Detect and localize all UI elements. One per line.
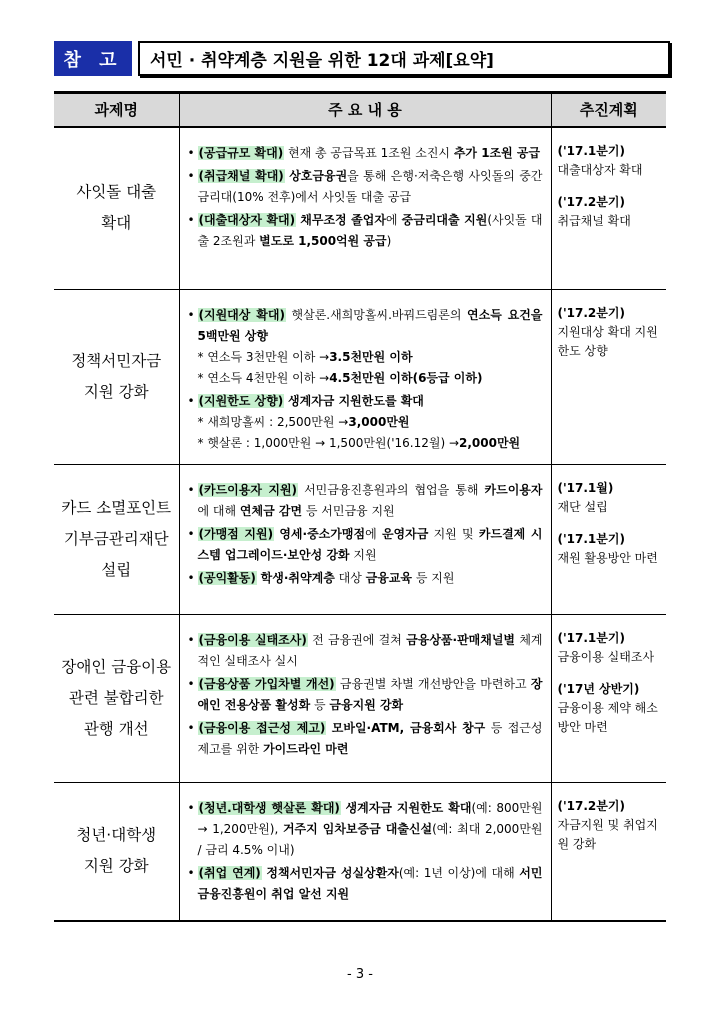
plan-text: 금융이용 실태조사 — [557, 650, 655, 664]
sub-item: * 연소득 4천만원 이하 → 4.5천만원 이하(6등급 이하) — [198, 368, 543, 389]
table-row — [54, 127, 666, 290]
content-item-text: (금융상품 가입차별 개선) 금융권별 차별 개선방안을 마련하고 장애인 전용상품 활성화 등 금융지원 강화 — [197, 677, 543, 712]
plan-text: 재단 설립 — [557, 500, 608, 514]
bold-text: 영세·중소가맹점 — [279, 527, 366, 541]
task-name-line: 지원 강화 — [83, 857, 149, 876]
content-item — [188, 863, 543, 905]
bullet-icon: • — [187, 633, 195, 647]
content-item — [188, 674, 543, 716]
bold-text: 채무조정 졸업자 — [300, 212, 386, 227]
plan-text: 지원대상 확대 지원한도 상향 — [557, 325, 658, 358]
table-row — [54, 465, 666, 615]
task-name-line: 확대 — [101, 214, 132, 233]
bold-text: 생계자금 지원한도를 확대 — [288, 394, 424, 408]
plan-date: ('17년 상반기) — [557, 682, 640, 696]
content-item — [188, 305, 543, 389]
content-item — [188, 391, 543, 454]
content-item-text: (카드이용자 지원) 서민금융진흥원과의 협업을 통해 카드이용자에 대해 연체금 감면 등 서민금융 지원 — [197, 483, 543, 518]
task-plan — [551, 615, 666, 783]
plan-entry — [558, 680, 663, 737]
bullet-icon: • — [187, 145, 195, 160]
content-item — [188, 524, 543, 566]
bullet-icon: • — [187, 571, 195, 585]
table-row — [54, 783, 666, 921]
highlight-tag: (금융이용 접근성 제고) — [198, 721, 326, 735]
plan-text: 자금지원 및 취업지원 강화 — [557, 818, 658, 851]
bold-text: 학생·취약계층 — [260, 571, 335, 585]
task-name — [54, 465, 179, 615]
sub-item: * 연소득 3천만원 이하 → 3.5천만원 이하 — [198, 347, 543, 368]
highlight-tag: (청년.대학생 햇살론 확대) — [198, 801, 340, 815]
bullet-icon: • — [187, 308, 195, 322]
bold-text: 연소득 요건을 5백만원 상향 — [197, 308, 543, 343]
task-content — [179, 465, 551, 615]
bold-text: 금융교육 — [365, 571, 412, 585]
bold-text: 3.5천만원 이하 — [329, 350, 413, 364]
bullet-icon: • — [187, 721, 195, 735]
table-header-row — [54, 93, 666, 127]
highlight-tag: (지원대상 확대) — [198, 308, 285, 322]
bold-text: 4.5천만원 이하(6등급 이하) — [329, 371, 483, 385]
task-content — [179, 290, 551, 465]
content-item-text: (금융이용 접근성 제고) 모바일·ATM, 금융회사 창구 등 접근성 제고를 위한 가이드라인 마련 — [197, 721, 543, 756]
highlight-tag: (대출대상자 확대) — [198, 212, 296, 227]
column-header-plan: 추진계획 — [551, 93, 666, 127]
bold-text: 카드결제 시스템 업그레이드·보안성 강화 — [197, 527, 543, 562]
task-name-line: 정책서민자금 — [71, 352, 162, 370]
bold-text: 장애인 전용상품 활성화 — [197, 677, 543, 712]
highlight-tag: (취업 연계) — [198, 866, 261, 880]
task-name-line: 관련 불합리한 — [68, 689, 164, 707]
plan-text: 대출대상자 확대 — [557, 162, 643, 177]
bullet-icon: • — [187, 527, 195, 541]
plan-date: ('17.1분기) — [557, 532, 625, 546]
highlight-tag: (카드이용자 지원) — [198, 483, 298, 497]
bullet-icon: • — [187, 866, 195, 880]
highlight-tag: (가맹점 지원) — [198, 527, 274, 541]
bold-text: 정책서민자금 성실상환자 — [266, 866, 399, 880]
content-item — [188, 480, 543, 522]
task-name — [54, 290, 179, 465]
task-content — [179, 783, 551, 921]
bold-text: 생계자금 지원한도 확대 — [345, 801, 472, 815]
bold-text: 상호금융권 — [289, 168, 348, 183]
plan-date: ('17.1분기) — [557, 631, 625, 645]
bullet-icon: • — [187, 394, 195, 408]
task-name — [54, 127, 179, 290]
column-header-task: 과제명 — [54, 93, 179, 127]
plan-entry — [558, 479, 663, 517]
plan-text: 취급채널 확대 — [557, 213, 631, 228]
task-content — [179, 615, 551, 783]
content-item — [188, 568, 543, 589]
content-item — [188, 210, 543, 252]
highlight-tag: (지원한도 상향) — [198, 394, 284, 408]
content-item-text: (금융이용 실태조사) 전 금융권에 걸쳐 금융상품·판매채널별 체계적인 실태조사 실시 — [197, 633, 543, 668]
plan-text: 금융이용 제약 해소방안 마련 — [557, 701, 658, 734]
content-item-text: (공익활동) 학생·취약계층 대상 금융교육 등 지원 — [198, 571, 455, 585]
task-name-line: 카드 소멸포인트 — [61, 499, 172, 517]
task-plan — [551, 290, 666, 465]
plan-date: ('17.1분기) — [557, 143, 625, 158]
bold-text: 운영자금 — [381, 527, 429, 541]
content-item — [188, 143, 543, 164]
bold-text: 서민금융진흥원이 취업 알선 지원 — [197, 866, 543, 901]
bold-text: 금융지원 강화 — [329, 698, 404, 712]
table-body — [54, 127, 666, 921]
task-name-line: 기부금관리재단 — [63, 530, 169, 548]
bold-text: 가이드라인 마련 — [263, 742, 349, 756]
plan-date: ('17.2분기) — [557, 306, 625, 320]
content-item-text: (공급규모 확대) 현재 총 공급목표 1조원 소진시 추가 1조원 공급 — [198, 145, 541, 160]
section-title: 서민 · 취약계층 지원을 위한 12대 과제[요약] — [138, 41, 670, 76]
reference-badge: 참 고 — [54, 41, 132, 76]
content-item — [188, 630, 543, 672]
plan-date: ('17.1월) — [557, 481, 614, 495]
content-item-text: (가맹점 지원) 영세·중소가맹점에 운영자금 지원 및 카드결제 시스템 업그레이드·보안성 강화 지원 — [197, 527, 543, 562]
task-content — [179, 127, 551, 290]
plan-date: ('17.2분기) — [557, 799, 625, 813]
task-name-line: 지원 강화 — [83, 383, 149, 401]
bold-text: 카드이용자 — [484, 483, 543, 497]
sub-item: * 햇살론 : 1,000만원 → 1,500만원('16.12월) → 2,000만원 — [198, 433, 543, 454]
plan-entry — [558, 629, 663, 667]
bold-text: 2,000만원 — [459, 436, 521, 450]
plan-entry — [558, 304, 663, 361]
bold-text: 추가 1조원 공급 — [453, 145, 541, 160]
content-item-text: (지원대상 확대) 햇살론.새희망홀씨.바꿔드림론의 연소득 요건을 5백만원 상향 * 연소득 3천만원 이하 → 3.5천만원 이하 * 연소득 4천만원 이하 → 4.5천만원 이하(6등급 이하) — [198, 305, 543, 389]
bold-text: 3,000만원 — [348, 415, 410, 429]
bold-text: 연체금 감면 — [239, 504, 303, 518]
bold-text: 별도로 1,500억원 공급 — [259, 233, 387, 248]
plan-entry — [558, 142, 663, 180]
highlight-tag: (공익활동) — [198, 571, 256, 585]
sub-item: * 새희망홀씨 : 2,500만원 → 3,000만원 — [198, 412, 543, 433]
content-item-text: (취업 연계) 정책서민자금 성실상환자(예: 1년 이상)에 대해 서민금융진흥원이 취업 알선 지원 — [197, 866, 543, 901]
highlight-tag: (공급규모 확대) — [198, 145, 284, 160]
task-plan — [551, 465, 666, 615]
bullet-icon: • — [187, 168, 195, 183]
plan-entry — [558, 193, 663, 231]
bullet-icon: • — [187, 677, 195, 691]
tasks-table — [54, 91, 666, 922]
table-row — [54, 615, 666, 783]
content-item — [188, 166, 543, 208]
bold-text: 모바일·ATM, 금융회사 창구 — [331, 721, 486, 735]
task-name — [54, 615, 179, 783]
plan-text: 재원 활용방안 마련 — [557, 551, 658, 565]
highlight-tag: (금융이용 실태조사) — [198, 633, 307, 647]
bold-text: 중금리대출 지원 — [401, 212, 488, 227]
content-item-text — [198, 391, 543, 454]
bold-text: 금융상품·판매채널별 — [406, 633, 516, 647]
column-header-content: 주 요 내 용 — [179, 93, 551, 127]
plan-entry — [558, 530, 663, 568]
task-plan — [551, 127, 666, 290]
bullet-icon: • — [187, 483, 195, 497]
content-item — [188, 798, 543, 861]
content-item — [188, 718, 543, 760]
highlight-tag: (취급채널 확대) — [198, 168, 284, 183]
task-name-line: 청년·대학생 — [76, 826, 157, 845]
plan-entry — [558, 797, 663, 854]
section-header — [54, 41, 670, 76]
highlight-tag: (금융상품 가입차별 개선) — [198, 677, 335, 691]
table-row — [54, 290, 666, 465]
bullet-icon: • — [187, 801, 195, 815]
task-name-line: 장애인 금융이용 — [61, 658, 172, 676]
content-item-text: (대출대상자 확대) 채무조정 졸업자에 중금리대출 지원(사잇돌 대출 2조원과 별도로 1,500억원 공급) — [197, 212, 543, 248]
bullet-icon: • — [187, 212, 195, 227]
task-plan — [551, 783, 666, 921]
plan-date: ('17.2분기) — [557, 194, 625, 209]
page-number: - 3 - — [347, 967, 373, 982]
task-name-line: 관행 개선 — [83, 720, 149, 738]
task-name — [54, 783, 179, 921]
content-item-text: (취급채널 확대) 상호금융권을 통해 은행·저축은행 사잇돌의 중간 금리대(10% 전후)에서 사잇돌 대출 공급 — [197, 168, 543, 204]
task-name-line: 사잇돌 대출 — [76, 183, 157, 202]
task-name-line: 설립 — [101, 561, 132, 579]
bold-text: 거주지 임차보증금 대출신설 — [282, 822, 433, 836]
content-item-text: (청년.대학생 햇살론 확대) 생계자금 지원한도 확대(예: 800만원 → 1,200만원), 거주지 임차보증금 대출신설(예: 최대 2,000만원 / 금리 4.5% 이내) — [197, 801, 543, 857]
